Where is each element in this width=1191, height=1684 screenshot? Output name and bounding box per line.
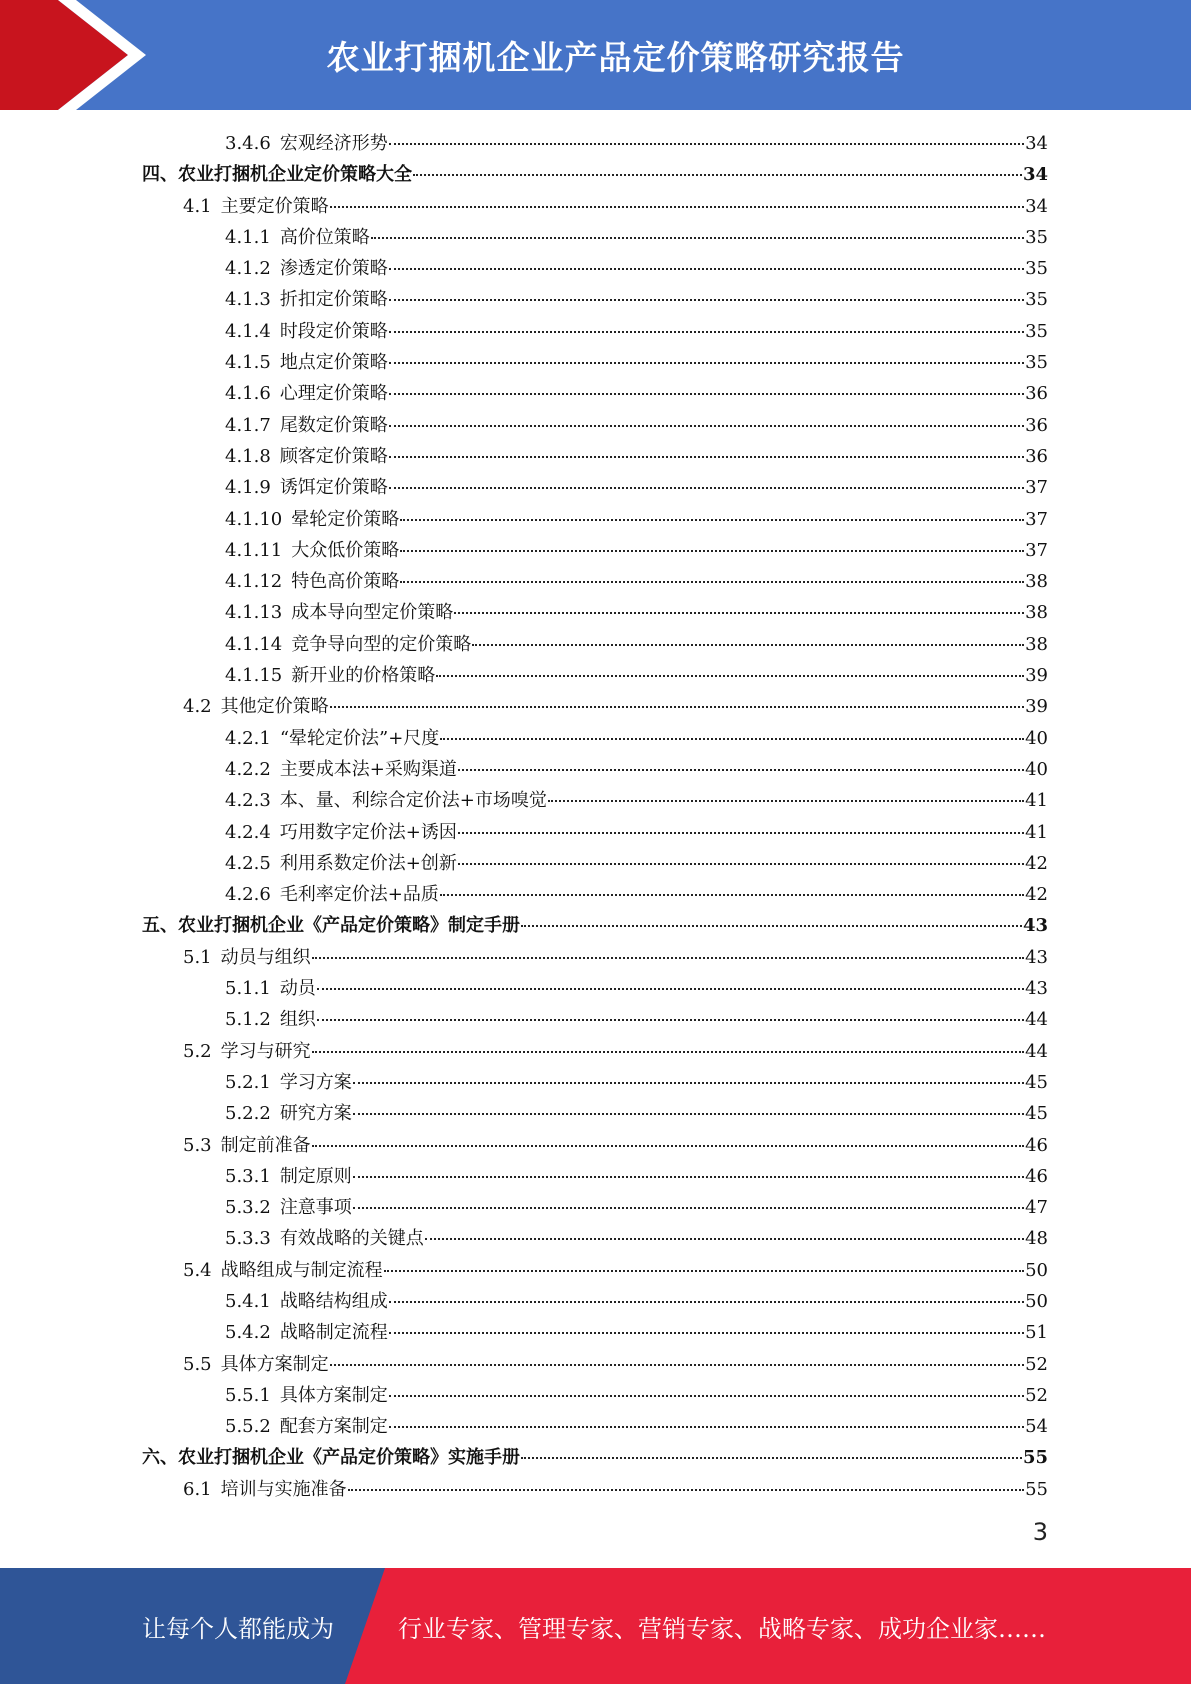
toc-entry-title: 晕轮定价策略	[291, 508, 400, 530]
toc-entry[interactable]	[142, 566, 1048, 597]
toc-leader-dots	[413, 174, 1022, 176]
toc-entry-title: 时段定价策略	[279, 320, 388, 342]
toc-entry-number: 5.1.1	[225, 978, 271, 1000]
toc-entry-page: 41	[1025, 821, 1048, 843]
toc-entry-page: 52	[1025, 1353, 1048, 1375]
toc-entry-page: 37	[1025, 539, 1048, 561]
toc-entry-page: 55	[1025, 1478, 1048, 1500]
toc-entry-number: 5.3	[183, 1134, 212, 1156]
toc-entry-number: 5.3.1	[225, 1165, 271, 1187]
toc-entry-title: 毛利率定价法+品质	[279, 884, 439, 906]
toc-entry[interactable]	[142, 817, 1048, 848]
toc-entry-page: 40	[1025, 758, 1048, 780]
toc-entry-page: 36	[1025, 383, 1048, 405]
toc-leader-dots	[312, 1145, 1024, 1147]
toc-entry[interactable]	[142, 848, 1048, 879]
toc-leader-dots	[348, 1489, 1024, 1491]
toc-entry-title: 巧用数字定价法+诱因	[279, 821, 457, 843]
toc-entry[interactable]	[142, 754, 1048, 785]
toc-entry-page: 45	[1025, 1103, 1048, 1125]
toc-entry-title: 渗透定价策略	[279, 258, 388, 280]
toc-leader-dots	[548, 800, 1024, 802]
toc-entry-title: 制定前准备	[220, 1134, 311, 1156]
toc-entry-title: 顾客定价策略	[279, 445, 388, 467]
toc-entry-number: 5.2.1	[225, 1071, 271, 1093]
toc-entry-page: 42	[1025, 884, 1048, 906]
toc-entry-title: 特色高价策略	[291, 571, 400, 593]
toc-entry-page: 34	[1025, 195, 1048, 217]
toc-entry-page: 39	[1025, 665, 1048, 687]
toc-entry-page: 37	[1025, 477, 1048, 499]
toc-entry[interactable]	[142, 1286, 1048, 1317]
toc-leader-dots	[440, 894, 1024, 896]
toc-entry-page: 43	[1025, 978, 1048, 1000]
toc-entry[interactable]	[142, 660, 1048, 691]
toc-entry[interactable]	[142, 535, 1048, 566]
page-number: 3	[1032, 1518, 1048, 1546]
toc-entry-title: 利用系数定价法+创新	[279, 852, 457, 874]
toc-entry-number: 4.1.7	[225, 414, 271, 436]
toc-leader-dots	[472, 644, 1024, 646]
toc-leader-dots	[389, 487, 1024, 489]
toc-entry[interactable]	[142, 410, 1048, 441]
toc-entry-title: 宏观经济形势	[279, 133, 388, 154]
toc-leader-dots	[330, 206, 1024, 208]
toc-entry-page: 38	[1025, 602, 1048, 624]
toc-entry-number: 5.4	[183, 1259, 212, 1281]
toc-entry-title: 四、农业打捆机企业定价策略大全	[142, 164, 412, 186]
toc-entry-title: 组织	[279, 1009, 316, 1031]
toc-entry[interactable]	[142, 253, 1048, 284]
toc-entry-page: 46	[1025, 1134, 1048, 1156]
toc-entry-title: 新开业的价格策略	[291, 665, 436, 687]
toc-entry-number: 6.1	[183, 1478, 212, 1500]
toc-entry[interactable]	[142, 1317, 1048, 1348]
toc-entry-number: 4.2.1	[225, 727, 271, 749]
toc-entry[interactable]	[142, 1255, 1048, 1286]
toc-entry-page: 54	[1025, 1416, 1048, 1438]
toc-entry-number: 4.1.13	[225, 602, 283, 624]
toc-entry[interactable]	[142, 691, 1048, 722]
toc-entry[interactable]	[142, 504, 1048, 535]
toc-entry[interactable]	[142, 1380, 1048, 1411]
toc-entry-number: 4.1.15	[225, 665, 283, 687]
toc-entry-number: 4.1.5	[225, 352, 271, 374]
toc-entry-page: 35	[1025, 320, 1048, 342]
toc-entry-number: 4.1.1	[225, 226, 271, 248]
toc-leader-dots	[353, 1176, 1024, 1178]
toc-entry-number: 5.2.2	[225, 1103, 271, 1125]
toc-entry-title: 诱饵定价策略	[279, 477, 388, 499]
toc-leader-dots	[458, 769, 1024, 771]
toc-leader-dots	[353, 1082, 1024, 1084]
toc-leader-dots	[353, 1207, 1024, 1209]
toc-entry-page: 36	[1025, 445, 1048, 467]
toc-leader-dots	[400, 550, 1024, 552]
toc-entry-page: 34	[1025, 133, 1048, 154]
toc-entry-title: 学习方案	[279, 1071, 352, 1093]
toc-entry-title: 注意事项	[279, 1197, 352, 1219]
toc-entry-title: 本、量、利综合定价法+市场嗅觉	[279, 790, 547, 812]
toc-entry-page: 46	[1025, 1165, 1048, 1187]
toc-entry-page: 43	[1022, 915, 1048, 937]
toc-leader-dots	[389, 425, 1024, 427]
toc-entry-number: 4.1	[183, 195, 212, 217]
toc-entry[interactable]	[142, 284, 1048, 315]
toc-entry-number: 4.2.4	[225, 821, 271, 843]
toc-entry[interactable]	[142, 1130, 1048, 1161]
toc-entry-page: 51	[1025, 1322, 1048, 1344]
toc-entry[interactable]	[142, 159, 1048, 190]
page-header	[0, 0, 1191, 110]
toc-leader-dots	[330, 1364, 1024, 1366]
footer-slogan-right: 行业专家、管理专家、营销专家、战略专家、成功企业家……	[398, 1614, 1046, 1643]
toc-entry-title: 五、农业打捆机企业《产品定价策略》制定手册	[142, 915, 520, 937]
toc-leader-dots	[521, 1457, 1022, 1459]
toc-entry-page: 37	[1025, 508, 1048, 530]
toc-entry-page: 38	[1025, 571, 1048, 593]
toc-entry-page: 35	[1025, 352, 1048, 374]
toc-entry-page: 38	[1025, 633, 1048, 655]
toc-entry-number: 5.1	[183, 946, 212, 968]
toc-entry-page: 45	[1025, 1071, 1048, 1093]
toc-entry-page: 42	[1025, 852, 1048, 874]
toc-entry[interactable]	[142, 1223, 1048, 1254]
toc-entry-page: 43	[1025, 946, 1048, 968]
toc-entry-title: 主要成本法+采购渠道	[279, 758, 457, 780]
toc-entry[interactable]	[142, 910, 1048, 941]
table-of-contents	[142, 128, 1048, 1505]
toc-leader-dots	[389, 1426, 1024, 1428]
toc-entry[interactable]	[142, 128, 1048, 159]
toc-entry-title: 研究方案	[279, 1103, 352, 1125]
toc-entry[interactable]	[142, 785, 1048, 816]
toc-entry-title: 学习与研究	[220, 1040, 311, 1062]
toc-leader-dots	[389, 362, 1024, 364]
toc-leader-dots	[389, 331, 1024, 333]
toc-entry-page: 36	[1025, 414, 1048, 436]
toc-entry-number: 4.2.6	[225, 884, 271, 906]
toc-entry-number: 5.5.1	[225, 1384, 271, 1406]
toc-leader-dots	[436, 675, 1024, 677]
toc-entry-title: 培训与实施准备	[220, 1478, 347, 1500]
toc-entry-page: 35	[1025, 258, 1048, 280]
toc-leader-dots	[425, 1238, 1024, 1240]
toc-entry[interactable]	[142, 441, 1048, 472]
toc-entry-number: 4.2.5	[225, 852, 271, 874]
toc-entry-title: 动员	[279, 978, 316, 1000]
toc-leader-dots	[389, 268, 1024, 270]
toc-entry-number: 4.1.11	[225, 539, 283, 561]
toc-entry-number: 5.2	[183, 1040, 212, 1062]
toc-entry-page: 55	[1022, 1447, 1048, 1469]
toc-entry-number: 4.1.10	[225, 508, 283, 530]
toc-entry-title: 具体方案制定	[279, 1384, 388, 1406]
toc-entry-number: 5.1.2	[225, 1009, 271, 1031]
toc-entry[interactable]	[142, 222, 1048, 253]
toc-entry-number: 4.1.8	[225, 445, 271, 467]
toc-entry-number: 5.5	[183, 1353, 212, 1375]
toc-entry-title: 心理定价策略	[279, 383, 388, 405]
toc-entry-title: 竞争导向型的定价策略	[291, 633, 472, 655]
toc-leader-dots	[312, 957, 1024, 959]
toc-leader-dots	[330, 706, 1024, 708]
toc-leader-dots	[454, 612, 1024, 614]
toc-entry-number: 5.3.3	[225, 1228, 271, 1250]
toc-entry[interactable]	[142, 472, 1048, 503]
toc-entry-number: 4.1.12	[225, 571, 283, 593]
toc-entry-page: 44	[1025, 1009, 1048, 1031]
footer-slogan-left: 让每个人都能成为	[142, 1614, 334, 1643]
toc-entry-title: 具体方案制定	[220, 1353, 329, 1375]
toc-leader-dots	[400, 519, 1024, 521]
page-footer	[0, 1568, 1191, 1684]
toc-entry-title: 其他定价策略	[220, 696, 329, 718]
toc-entry-number: 5.4.2	[225, 1322, 271, 1344]
toc-entry-title: 主要定价策略	[220, 195, 329, 217]
toc-entry-number: 5.3.2	[225, 1197, 271, 1219]
toc-leader-dots	[384, 1270, 1024, 1272]
toc-entry-title: 配套方案制定	[279, 1416, 388, 1438]
toc-entry-title: 折扣定价策略	[279, 289, 388, 311]
toc-entry-title: “晕轮定价法”+尺度	[279, 727, 440, 749]
toc-leader-dots	[440, 738, 1024, 740]
toc-entry[interactable]	[142, 597, 1048, 628]
toc-entry[interactable]	[142, 378, 1048, 409]
toc-entry-title: 成本导向型定价策略	[291, 602, 454, 624]
toc-leader-dots	[389, 456, 1024, 458]
toc-leader-dots	[353, 1113, 1024, 1115]
toc-entry-number: 4.1.14	[225, 633, 283, 655]
toc-entry[interactable]	[142, 191, 1048, 222]
toc-leader-dots	[317, 1019, 1024, 1021]
toc-leader-dots	[458, 832, 1024, 834]
toc-entry-page: 50	[1025, 1290, 1048, 1312]
toc-leader-dots	[458, 863, 1024, 865]
toc-entry[interactable]	[142, 1411, 1048, 1442]
toc-entry-title: 战略结构组成	[279, 1290, 388, 1312]
toc-leader-dots	[389, 299, 1024, 301]
toc-entry-title: 战略组成与制定流程	[220, 1259, 383, 1281]
toc-entry-title: 动员与组织	[220, 946, 311, 968]
toc-entry[interactable]	[142, 1098, 1048, 1129]
toc-entry-page: 35	[1025, 226, 1048, 248]
header-chevron-decoration	[0, 0, 150, 110]
toc-entry-title: 大众低价策略	[291, 539, 400, 561]
toc-entry[interactable]	[142, 1192, 1048, 1223]
toc-leader-dots	[389, 143, 1024, 145]
toc-entry-number: 4.1.9	[225, 477, 271, 499]
toc-entry[interactable]	[142, 1161, 1048, 1192]
toc-entry[interactable]	[142, 1442, 1048, 1473]
toc-entry-page: 48	[1025, 1228, 1048, 1250]
toc-entry-page: 47	[1025, 1197, 1048, 1219]
toc-leader-dots	[389, 1301, 1024, 1303]
toc-entry[interactable]	[142, 879, 1048, 910]
toc-entry-page: 39	[1025, 696, 1048, 718]
toc-entry-title: 高价位策略	[279, 226, 370, 248]
toc-entry[interactable]	[142, 973, 1048, 1004]
toc-entry-page: 50	[1025, 1259, 1048, 1281]
toc-entry-number: 3.4.6	[225, 133, 271, 154]
toc-leader-dots	[371, 237, 1024, 239]
toc-entry-title: 战略制定流程	[279, 1322, 388, 1344]
toc-entry[interactable]	[142, 1474, 1048, 1505]
toc-entry-page: 44	[1025, 1040, 1048, 1062]
toc-entry[interactable]	[142, 347, 1048, 378]
toc-entry-number: 4.1.4	[225, 320, 271, 342]
toc-leader-dots	[312, 1051, 1024, 1053]
toc-entry-number: 5.4.1	[225, 1290, 271, 1312]
toc-entry[interactable]	[142, 1349, 1048, 1380]
toc-entry[interactable]	[142, 723, 1048, 754]
toc-entry-number: 4.2	[183, 696, 212, 718]
toc-entry-number: 4.1.3	[225, 289, 271, 311]
toc-leader-dots	[389, 1332, 1024, 1334]
toc-entry-page: 35	[1025, 289, 1048, 311]
toc-leader-dots	[317, 988, 1024, 990]
toc-entry-title: 地点定价策略	[279, 352, 388, 374]
toc-entry-title: 有效战略的关键点	[279, 1228, 424, 1250]
toc-entry-number: 5.5.2	[225, 1416, 271, 1438]
toc-entry-page: 41	[1025, 790, 1048, 812]
toc-entry-title: 制定原则	[279, 1165, 352, 1187]
toc-leader-dots	[389, 1395, 1024, 1397]
toc-entry[interactable]	[142, 629, 1048, 660]
toc-leader-dots	[400, 581, 1024, 583]
toc-entry-number: 4.1.6	[225, 383, 271, 405]
toc-entry-page: 40	[1025, 727, 1048, 749]
toc-entry-page: 34	[1022, 164, 1048, 186]
report-title: 农业打捆机企业产品定价策略研究报告	[326, 37, 905, 77]
toc-leader-dots	[521, 925, 1022, 927]
toc-entry-number: 4.2.2	[225, 758, 271, 780]
toc-entry-number: 4.1.2	[225, 258, 271, 280]
toc-leader-dots	[389, 393, 1024, 395]
toc-entry[interactable]	[142, 1004, 1048, 1035]
toc-entry[interactable]	[142, 1036, 1048, 1067]
toc-entry[interactable]	[142, 942, 1048, 973]
toc-entry[interactable]	[142, 1067, 1048, 1098]
toc-entry-title: 六、农业打捆机企业《产品定价策略》实施手册	[142, 1447, 520, 1469]
toc-entry-number: 4.2.3	[225, 790, 271, 812]
toc-entry-title: 尾数定价策略	[279, 414, 388, 436]
toc-entry-page: 52	[1025, 1384, 1048, 1406]
toc-entry[interactable]	[142, 316, 1048, 347]
